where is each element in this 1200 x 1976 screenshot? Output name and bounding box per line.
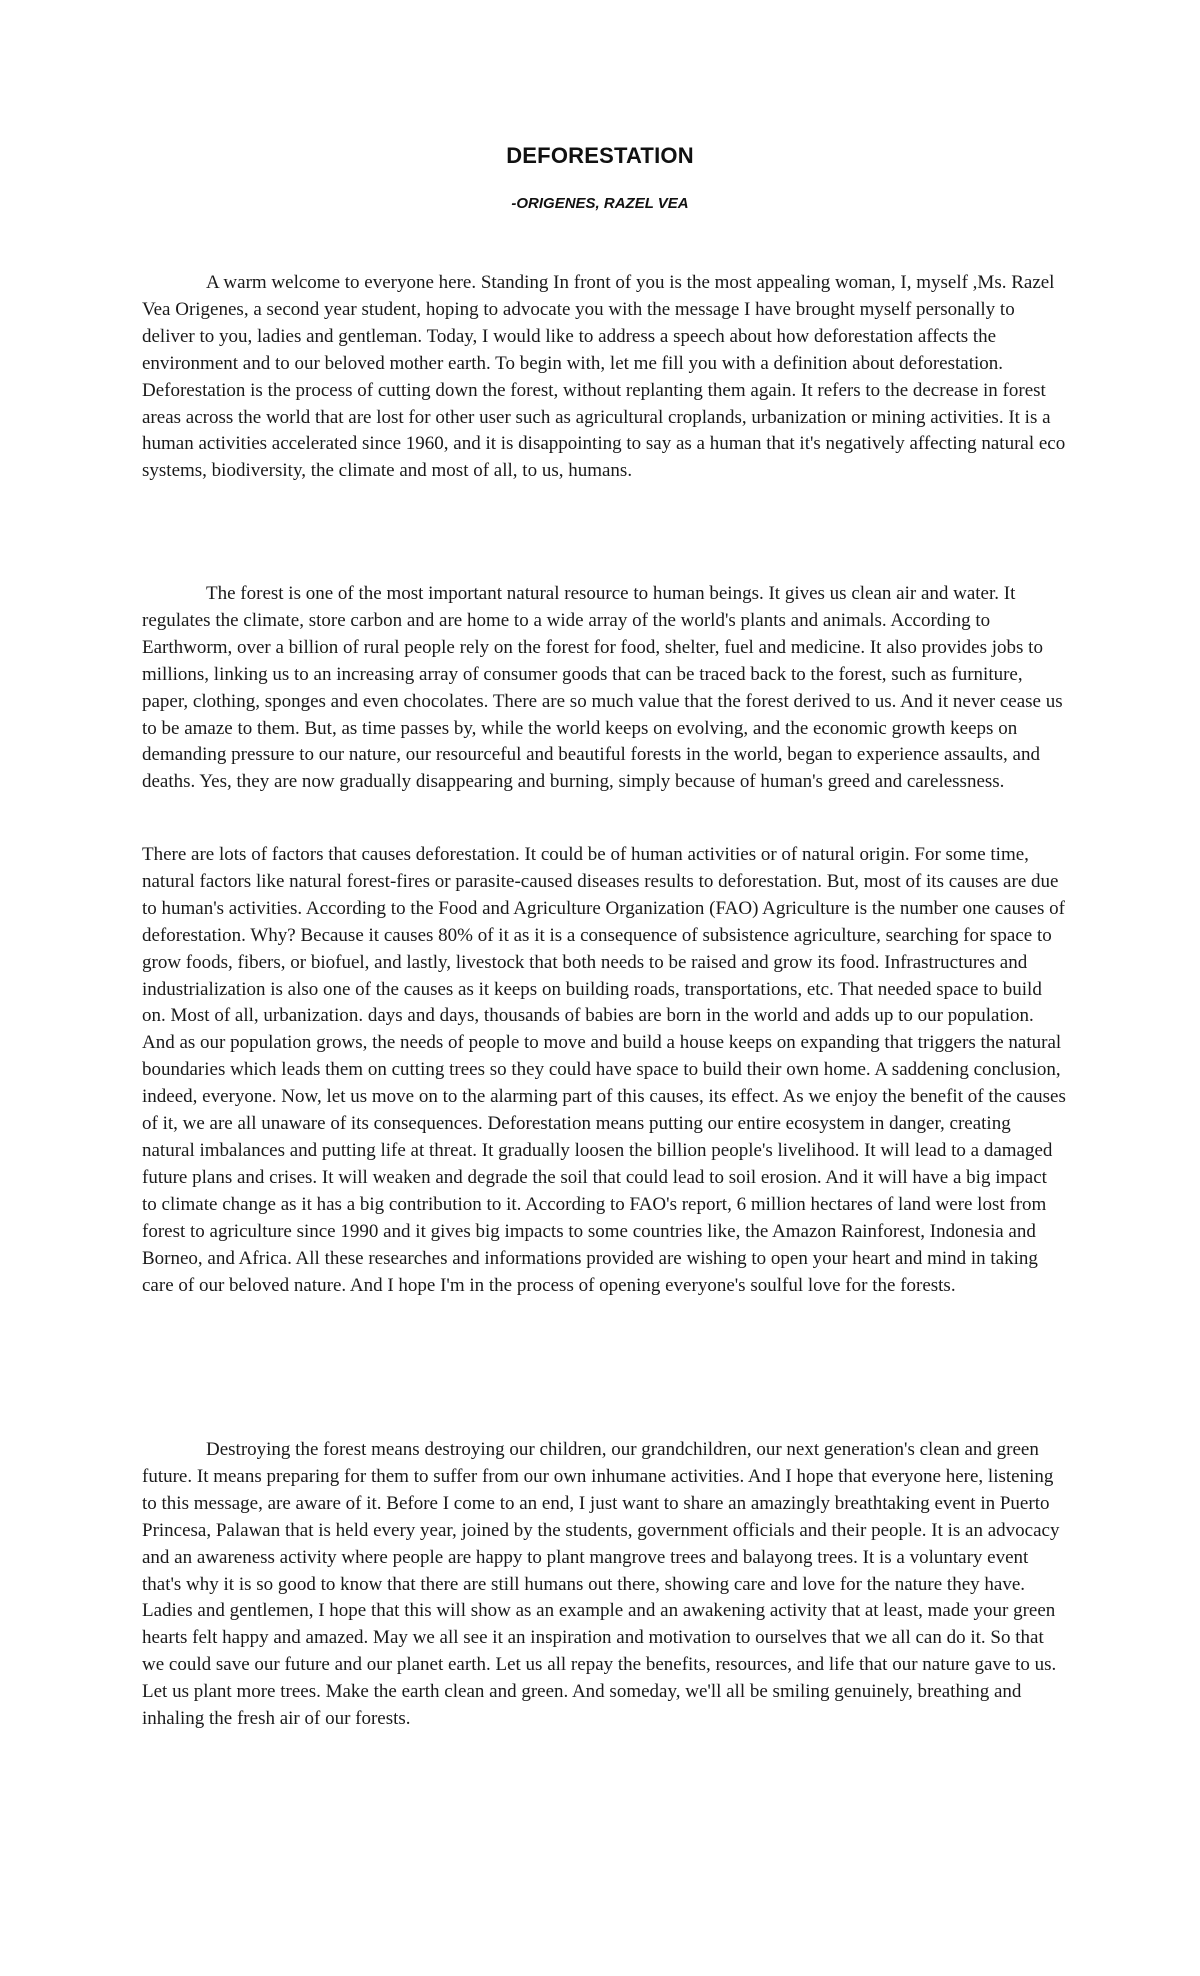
paragraph-causes-and-effects: There are lots of factors that causes deforestation. It could be of human activities or of natural origin. For some time, natural factors like natural forest-fires or parasite-caused diseases results to deforestation. But, most of its causes are due to human's activities. According to the Food and Agriculture Organization (FAO) Agriculture is the number one causes of deforestation. Why? Because it causes 80% of it as it is a consequence of subsistence agriculture, searching for space to grow foods, fibers, or biofuel, and lastly, livestock that both needs to be raised and grow its food. Infrastructures and industrialization is also one of the causes as it keeps on building roads, transportations, etc. That needed space to build on. Most of all, urbanization. days and days, thousands of babies are born in the world and adds up to our population. And as our population grows, the needs of people to move and build a house keeps on expanding that triggers the natural boundaries which leads them on cutting trees so they could have space to build their own home. A saddening conclusion, indeed, everyone. Now, let us move on to the alarming part of this causes, its effect. As we enjoy the benefit of the causes of it, we are all unaware of its consequences. Deforestation means putting our entire ecosystem in danger, creating natural imbalances and putting life at threat. It gradually loosen the billion people's livelihood. It will lead to a damaged future plans and crises. It will weaken and degrade the soil that could lead to soil erosion. And it will have a big impact to climate change as it has a big contribution to it. According to FAO's report, 6 million hectares of land were lost from forest to agriculture since 1990 and it gives big impacts to some countries like, the Amazon Rainforest, Indonesia and Borneo, and Africa. All these researches and informations provided are wishing to open your heart and mind in taking care of our beloved nature. And I hope I'm in the process of opening everyone's soulful love for the forests. (142, 844, 1066, 1296)
paragraph-forest-importance: The forest is one of the most important natural resource to human beings. It gives us clean air and water. It regulates the climate, store carbon and are home to a wide array of the world's plants and animals. According to Earthworm, over a billion of rural people rely on the forest for food, shelter, fuel and medicine. It also provides jobs to millions, linking us to an increasing array of consumer goods that can be traced back to the forest, such as furniture, paper, clothing, sponges and even chocolates. There are so much value that the forest derived to us. And it never cease us to be amaze to them. But, as time passes by, while the world keeps on evolving, and the economic growth keeps on demanding pressure to our nature, our resourceful and beautiful forests in the world, began to experience assaults, and deaths. Yes, they are now gradually disappearing and burning, simply because of human's greed and carelessness. (142, 583, 1063, 793)
paragraph-introduction: A warm welcome to everyone here. Standing In front of you is the most appealing woman, I, myself ,Ms. Razel Vea Origenes, a second year student, hoping to advocate you with the message I have brought myself personally to deliver to you, ladies and gentleman. Today, I would like to address a speech about how deforestation affects the environment and to our beloved mother earth. To begin with, let me fill you with a definition about deforestation. Deforestation is the process of cutting down the forest, without replanting them again. It refers to the decrease in forest areas across the world that are lost for other user such as agricultural croplands, urbanization or mining activities. It is a human activities accelerated since 1960, and it is disappointing to say as a human that it's negatively affecting natural eco systems, biodiversity, the climate and most of all, to us, humans. (142, 272, 1066, 482)
paragraph-conclusion: Destroying the forest means destroying our children, our grandchildren, our next generation's clean and green future. It means preparing for them to suffer from our own inhumane activities. And I hope that everyone here, listening to this message, are aware of it. Before I come to an end, I just want to share an amazingly breathtaking event in Puerto Princesa, Palawan that is held every year, joined by the students, government officials and their people. It is an advocacy and an awareness activity where people are happy to plant mangrove trees and balayong trees. It is a voluntary event that's why it is so good to know that there are still humans out there, showing care and love for the nature they have. Ladies and gentlemen, I hope that this will show as an example and an awakening activity that at least, made your green hearts felt happy and amazed. May we all see it an inspiration and motivation to ourselves that we all can do it. So that we could save our future and our planet earth. Let us all repay the benefits, resources, and life that our nature gave to us. Let us plant more trees. Make the earth clean and green. And someday, we'll all be smiling genuinely, breathing and inhaling the fresh air of our forests. (142, 1439, 1060, 1730)
document-author: -ORIGENES, RAZEL VEA (511, 195, 689, 212)
document-title: DEFORESTATION (506, 143, 694, 168)
